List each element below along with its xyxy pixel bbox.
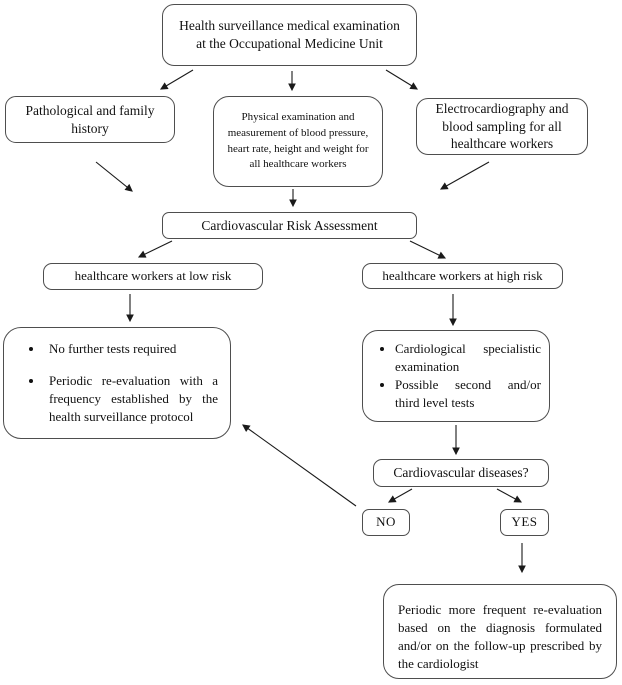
node-physical-examination-label: Physical examination and measurement of blood pressure, heart rate, height and weight for all healthcare workers xyxy=(227,110,369,171)
node-cardiovascular-diseases-question-label: Cardiovascular diseases? xyxy=(393,465,529,481)
node-physical-examination xyxy=(213,96,383,187)
node-yes-label: YES xyxy=(511,514,538,530)
node-high-risk-label: healthcare workers at high risk xyxy=(382,267,543,283)
node-followup-reevaluation-label: Periodic more frequent re-evaluation based on the diagnosis formulated and/or on the follow-up prescribed by the cardiologist xyxy=(398,602,602,671)
arrow-question-to-yes xyxy=(497,489,521,502)
node-followup-reevaluation xyxy=(383,584,617,679)
node-health-surveillance xyxy=(162,4,417,66)
high-risk-actions-list xyxy=(373,340,541,412)
node-high-risk xyxy=(362,263,563,289)
node-low-risk xyxy=(43,263,263,290)
list-item: • Possible second and/or third level tests xyxy=(395,376,541,412)
node-cardiovascular-diseases-question xyxy=(373,459,549,487)
arrow-start-to-history xyxy=(161,70,193,89)
arrow-ecg-to-risk xyxy=(441,162,489,189)
node-pathological-family-history xyxy=(5,96,175,143)
node-risk-assessment xyxy=(162,212,417,239)
node-no-label: NO xyxy=(376,514,396,530)
arrow-risk-to-low xyxy=(139,241,172,257)
arrow-no-to-lowactions xyxy=(243,425,356,506)
list-item: • Cardiological specialistic examination xyxy=(395,340,541,376)
node-high-risk-actions xyxy=(362,330,550,422)
node-low-risk-actions xyxy=(3,327,231,439)
arrow-history-to-risk xyxy=(96,162,132,191)
node-risk-assessment-label: Cardiovascular Risk Assessment xyxy=(201,217,378,233)
node-no xyxy=(362,509,410,536)
node-health-surveillance-label: Health surveillance medical examination at the Occupational Medicine Unit xyxy=(179,18,400,51)
arrow-risk-to-high xyxy=(410,241,445,258)
arrow-start-to-ecg xyxy=(386,70,417,89)
node-pathological-family-history-label: Pathological and family history xyxy=(25,102,155,136)
node-electrocardiography-label: Electrocardiography and blood sampling for all healthcare workers xyxy=(435,101,569,152)
list-item: • Periodic re-evaluation with a frequency established by the health surveillance protocol xyxy=(44,372,218,426)
list-item: • No further tests required xyxy=(44,340,218,358)
node-yes xyxy=(500,509,549,536)
node-low-risk-label: healthcare workers at low risk xyxy=(74,268,232,284)
arrow-question-to-no xyxy=(389,489,412,502)
node-electrocardiography xyxy=(416,98,588,155)
low-risk-actions-list xyxy=(22,340,218,426)
